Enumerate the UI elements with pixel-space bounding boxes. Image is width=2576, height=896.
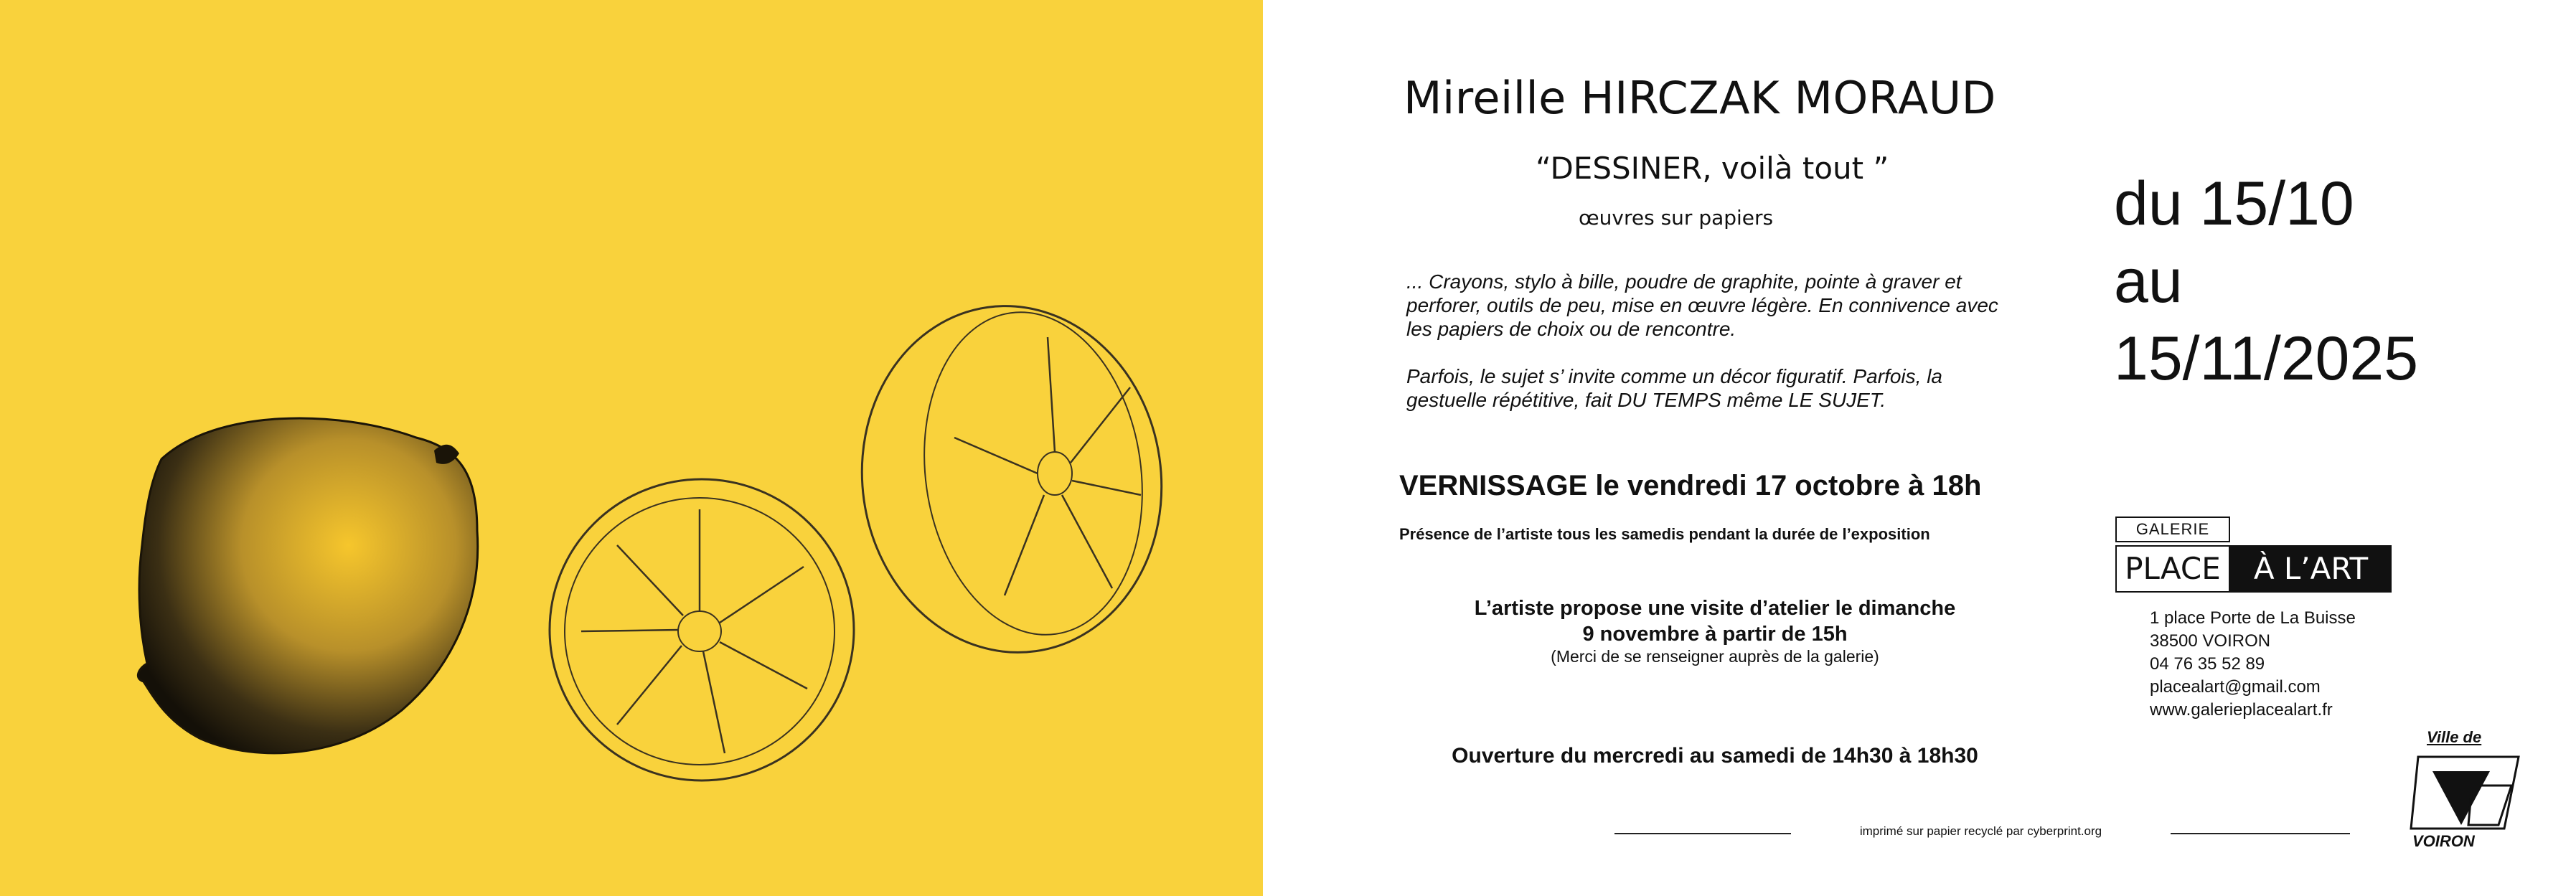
studio-visit-line-2: 9 novembre à partir de 15h: [1582, 623, 1848, 646]
description-paragraph-1: ... Crayons, stylo à bille, poudre de graphite, pointe à graver et perforer, outils de peu, mise en œuvre légère. En connivence avec les papiers de choix ou de rencontre.: [1406, 270, 1998, 340]
lemon-half-icon: [550, 479, 854, 781]
gallery-logo-place: PLACE: [2115, 545, 2230, 593]
exhibition-dates: [2114, 165, 2418, 397]
print-credit: imprimé sur papier recyclé par cyberprint.org: [1859, 824, 2102, 838]
address-email: placealart@gmail.com: [2150, 677, 2321, 697]
info-panel: [1263, 0, 2576, 896]
footer-divider-right: [2171, 833, 2350, 834]
studio-visit: [1406, 595, 2023, 647]
address-phone: 04 76 35 52 89: [2150, 654, 2265, 674]
artist-presence-note: Présence de l’artiste tous les samedis pendant la durée de l’exposition: [1399, 525, 1930, 543]
date-au: au: [2114, 247, 2183, 316]
gallery-logo-top: GALERIE: [2115, 517, 2230, 542]
date-to: 15/11/2025: [2114, 324, 2419, 393]
gallery-logo-bottom: [2115, 545, 2392, 593]
gallery-logo: [2115, 517, 2392, 593]
studio-visit-note: (Merci de se renseigner auprès de la galerie): [1551, 647, 1879, 666]
gallery-address: [2150, 607, 2356, 722]
opening-hours: Ouverture du mercredi au samedi de 14h30 à 18h30: [1452, 744, 1978, 768]
studio-visit-line-1: L’artiste propose une visite d’atelier le dimanche: [1474, 597, 1956, 620]
footer-divider-left: [1614, 833, 1791, 834]
exhibition-title: “DESSINER, voilà tout ”: [1536, 151, 1889, 186]
vernissage-announcement: VERNISSAGE le vendredi 17 octobre à 18h: [1399, 470, 1982, 501]
gallery-logo-art: À L’ART: [2230, 545, 2392, 593]
city-logo: [2404, 728, 2526, 850]
address-street: 1 place Porte de La Buisse: [2150, 608, 2356, 628]
city-logo-name: VOIRON: [2412, 832, 2475, 850]
address-website: www.galerieplacealart.fr: [2150, 700, 2333, 720]
address-city: 38500 VOIRON: [2150, 631, 2271, 651]
lemon-drawing-illustration: [0, 0, 1263, 896]
exhibition-subtitle: œuvres sur papiers: [1579, 206, 1774, 230]
whole-lemon-icon: [138, 418, 477, 753]
artwork-panel: [0, 0, 1263, 896]
lemon-half-tilted-icon: [840, 286, 1183, 671]
date-from: du 15/10: [2114, 169, 2354, 238]
artist-name: Mireille HIRCZAK MORAUD: [1404, 72, 1996, 124]
description-paragraph-2: Parfois, le sujet s’ invite comme un décor figuratif. Parfois, la gestuelle répétitive, fait DU TEMPS même LE SUJET.: [1406, 365, 1942, 411]
city-logo-title: Ville de: [2427, 728, 2482, 746]
